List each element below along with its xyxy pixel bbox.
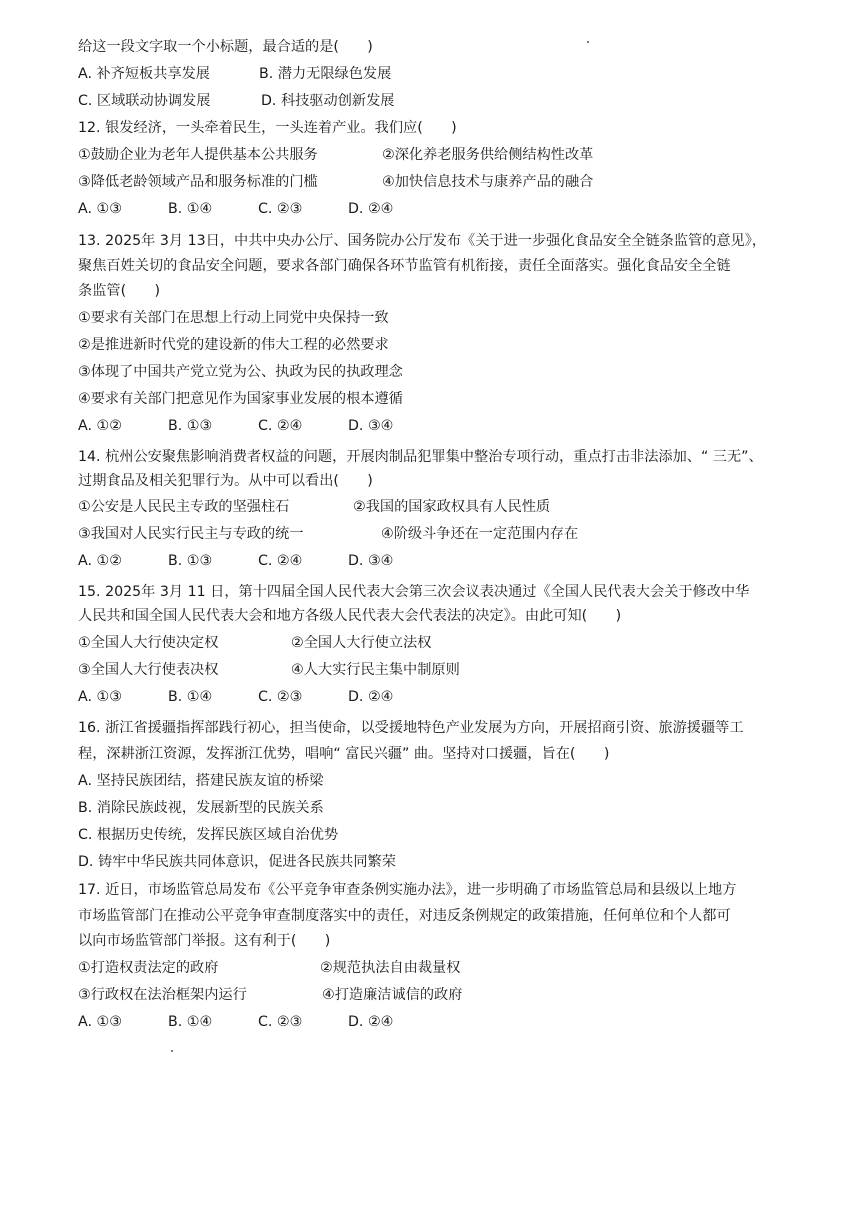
scan-dot bbox=[171, 1050, 173, 1052]
q15-option-c[interactable]: C. ②③ bbox=[258, 689, 303, 705]
q13-option-c[interactable]: C. ②④ bbox=[258, 418, 303, 434]
q17-stem-line-1: 17. 近日，市场监管总局发布《公平竞争审查条例实施办法》，进一步明确了市场监管总局和县级以上地方 bbox=[78, 882, 737, 898]
q13-statement-3: ③体现了中国共产党立党为公、执政为民的执政理念 bbox=[78, 364, 403, 380]
q17-statements-34 bbox=[78, 985, 798, 1005]
q17-option-d[interactable]: D. ②④ bbox=[348, 1014, 394, 1030]
q17-option-c[interactable]: C. ②③ bbox=[258, 1014, 303, 1030]
q17-statements-12 bbox=[78, 958, 798, 978]
q12-statements-34 bbox=[78, 172, 798, 192]
q12-statement-3: ③降低老龄领域产品和服务标准的门槛 bbox=[78, 174, 318, 190]
q16-option-d[interactable]: D. 铸牢中华民族共同体意识，促进各民族共同繁荣 bbox=[78, 854, 396, 870]
q17-statement-2: ②规范执法自由裁量权 bbox=[320, 960, 461, 976]
q12-statement-4: ④加快信息技术与康养产品的融合 bbox=[382, 174, 594, 190]
q14-options bbox=[78, 551, 798, 571]
q12-statements-12 bbox=[78, 145, 798, 165]
q14-statements-12 bbox=[78, 497, 798, 517]
q13-stem-line-1: 13. 2025年 3月 13日，中共中央办公厅、国务院办公厅发布《关于进一步强化食品安全全链条监管的意见》， bbox=[78, 233, 767, 249]
q13-statement-4: ④要求有关部门把意见作为国家事业发展的根本遵循 bbox=[78, 391, 403, 407]
q15-option-d[interactable]: D. ②④ bbox=[348, 689, 394, 705]
q13-options bbox=[78, 416, 798, 436]
q12-option-b[interactable]: B. ①④ bbox=[168, 201, 213, 217]
q16-stem-line-1: 16. 浙江省援疆指挥部践行初心，担当使命，以受援地特色产业发展为方向，开展招商引资、旅游援疆等工 bbox=[78, 720, 744, 736]
q14-option-d[interactable]: D. ③④ bbox=[348, 553, 394, 569]
q16-option-b[interactable]: B. 消除民族歧视，发展新型的民族关系 bbox=[78, 800, 324, 816]
q12-options bbox=[78, 199, 798, 219]
q17-option-a[interactable]: A. ①③ bbox=[78, 1014, 122, 1030]
q14-statement-4: ④阶级斗争还在一定范围内存在 bbox=[381, 526, 579, 542]
q11-option-d[interactable]: D. 科技驱动创新发展 bbox=[261, 93, 395, 109]
q14-option-a[interactable]: A. ①② bbox=[78, 553, 122, 569]
q15-statements-34 bbox=[78, 660, 798, 680]
q15-option-a[interactable]: A. ①③ bbox=[78, 689, 122, 705]
q13-stem-line-3: 条监管( ) bbox=[78, 283, 161, 299]
q12-option-c[interactable]: C. ②③ bbox=[258, 201, 303, 217]
q16-option-c[interactable]: C. 根据历史传统，发挥民族区域自治优势 bbox=[78, 827, 339, 843]
q14-statement-2: ②我国的国家政权具有人民性质 bbox=[353, 499, 551, 515]
q13-stem-line-2: 聚焦百姓关切的食品安全问题，要求各部门确保各环节监管有机衔接，责任全面落实。强化食品安全全链 bbox=[78, 258, 731, 274]
q14-option-b[interactable]: B. ①③ bbox=[168, 553, 213, 569]
q11-option-c[interactable]: C. 区域联动协调发展 bbox=[78, 93, 211, 109]
q12-option-d[interactable]: D. ②④ bbox=[348, 201, 394, 217]
q11-options-ab bbox=[78, 64, 798, 84]
q15-statement-1: ①全国人大行使决定权 bbox=[78, 635, 219, 651]
q17-stem-line-3: 以向市场监管部门举报。这有利于( ) bbox=[78, 933, 331, 949]
q14-stem-line-2: 过期食品及相关犯罪行为。从中可以看出( ) bbox=[78, 473, 373, 489]
q17-statement-4: ④打造廉洁诚信的政府 bbox=[322, 987, 463, 1003]
q11-option-a[interactable]: A. 补齐短板共享发展 bbox=[78, 66, 210, 82]
q17-option-b[interactable]: B. ①④ bbox=[168, 1014, 213, 1030]
q13-option-d[interactable]: D. ③④ bbox=[348, 418, 394, 434]
q11-option-b[interactable]: B. 潜力无限绿色发展 bbox=[259, 66, 392, 82]
q16-option-a[interactable]: A. 坚持民族团结，搭建民族友谊的桥梁 bbox=[78, 773, 324, 789]
q17-options bbox=[78, 1012, 798, 1032]
q15-statement-4: ④人大实行民主集中制原则 bbox=[291, 662, 460, 678]
q11-options-cd bbox=[78, 91, 798, 111]
q15-statement-3: ③全国人大行使表决权 bbox=[78, 662, 219, 678]
q11-stem: 给这一段文字取一个小标题，最合适的是( ) bbox=[78, 39, 373, 55]
q13-statement-1: ①要求有关部门在思想上行动上同党中央保持一致 bbox=[78, 310, 389, 326]
q14-stem-line-1: 14. 杭州公安聚焦影响消费者权益的问题，开展肉制品犯罪集中整治专项行动，重点打击非法添加、“ 三无”、 bbox=[78, 449, 763, 465]
q12-statement-1: ①鼓励企业为老年人提供基本公共服务 bbox=[78, 147, 318, 163]
q14-statements-34 bbox=[78, 524, 798, 544]
q15-option-b[interactable]: B. ①④ bbox=[168, 689, 213, 705]
q17-statement-3: ③行政权在法治框架内运行 bbox=[78, 987, 247, 1003]
q14-statement-3: ③我国对人民实行民主与专政的统一 bbox=[78, 526, 304, 542]
q14-option-c[interactable]: C. ②④ bbox=[258, 553, 303, 569]
q15-statements-12 bbox=[78, 633, 798, 653]
q15-statement-2: ②全国人大行使立法权 bbox=[291, 635, 432, 651]
q12-statement-2: ②深化养老服务供给侧结构性改革 bbox=[382, 147, 594, 163]
q15-stem-line-1: 15. 2025年 3月 11 日，第十四届全国人民代表大会第三次会议表决通过《全国人民代表大会关于修改中华 bbox=[78, 584, 750, 600]
q16-stem-line-2: 程，深耕浙江资源，发挥浙江优势，唱响“ 富民兴疆” 曲。坚持对口援疆，旨在( ) bbox=[78, 746, 610, 762]
q15-stem-line-2: 人民共和国全国人民代表大会和地方各级人民代表大会代表法的决定》。由此可知( ) bbox=[78, 608, 622, 624]
q17-stem-line-2: 市场监管部门在推动公平竞争审查制度落实中的责任，对违反条例规定的政策措施，任何单位和个人都可 bbox=[78, 908, 731, 924]
q12-stem: 12. 银发经济，一头牵着民生，一头连着产业。我们应( ) bbox=[78, 120, 457, 136]
q17-statement-1: ①打造权责法定的政府 bbox=[78, 960, 219, 976]
q13-statement-2: ②是推进新时代党的建设新的伟大工程的必然要求 bbox=[78, 337, 389, 353]
q15-options bbox=[78, 687, 798, 707]
q14-statement-1: ①公安是人民民主专政的坚强柱石 bbox=[78, 499, 290, 515]
q13-option-b[interactable]: B. ①③ bbox=[168, 418, 213, 434]
q12-option-a[interactable]: A. ①③ bbox=[78, 201, 122, 217]
q13-option-a[interactable]: A. ①② bbox=[78, 418, 122, 434]
